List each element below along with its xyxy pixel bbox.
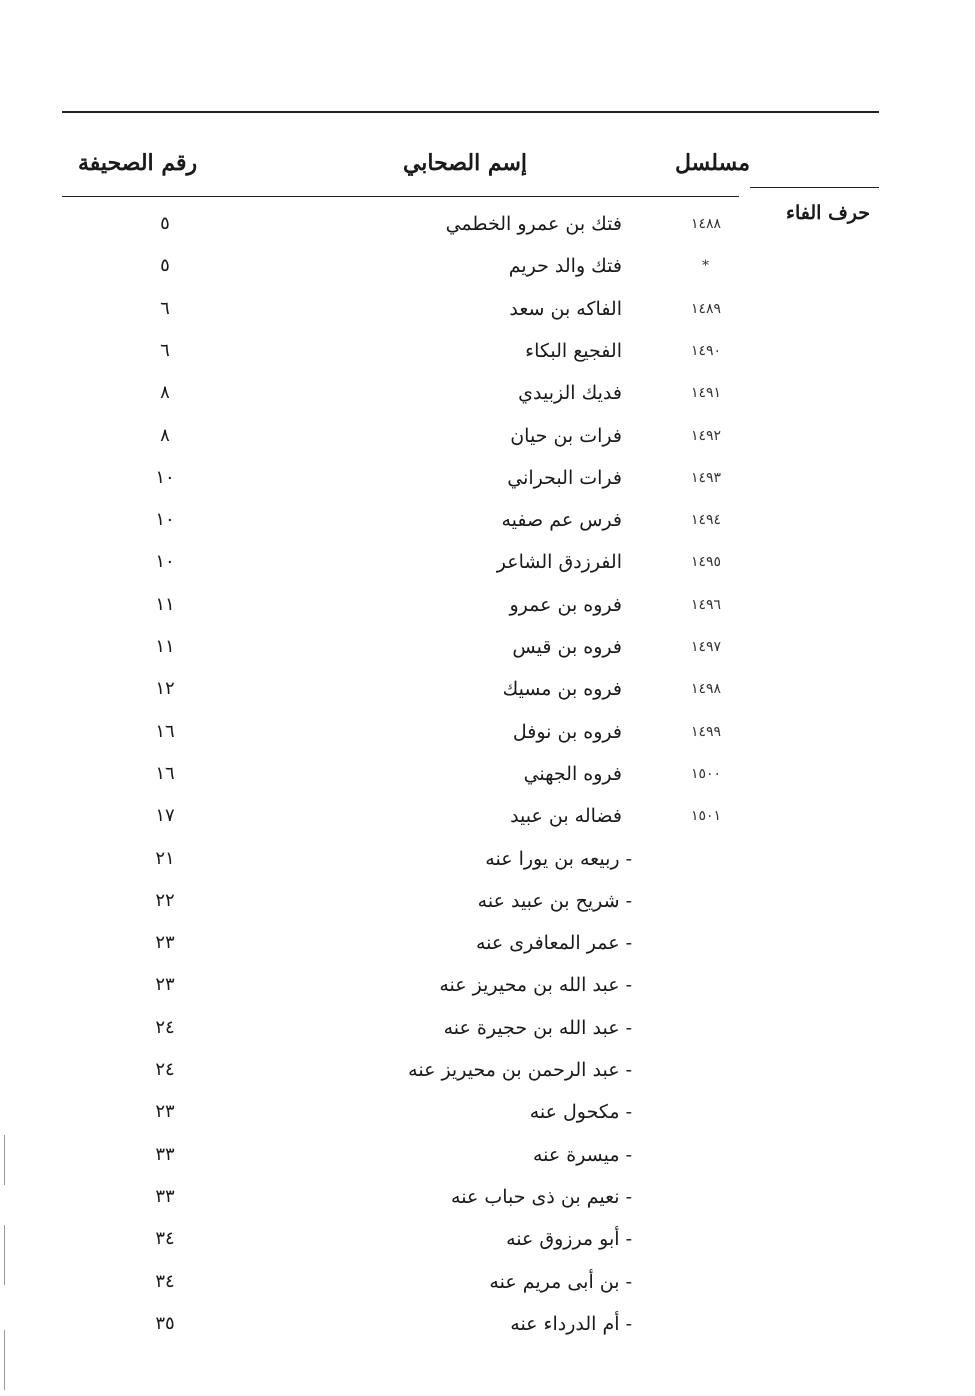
page-number: ٢٢ bbox=[155, 889, 175, 911]
companion-name: - عمر المعافرى عنه bbox=[475, 932, 632, 955]
sequence-number: ١٤٩٥ bbox=[690, 554, 722, 571]
companion-row bbox=[0, 210, 975, 252]
page-number: ١١ bbox=[155, 593, 175, 615]
page-number: ١٠ bbox=[155, 551, 175, 573]
page-number: ٣٣ bbox=[155, 1143, 175, 1165]
page-number: ٣٣ bbox=[155, 1185, 175, 1207]
page-number: ١٧ bbox=[155, 805, 175, 827]
companion-row bbox=[0, 506, 975, 548]
page-number: ٨ bbox=[160, 382, 170, 404]
companion-name: فرات بن حيان bbox=[510, 424, 622, 447]
companion-name: - ميسرة عنه bbox=[532, 1143, 632, 1166]
companion-row bbox=[0, 464, 975, 506]
page-number: ٦ bbox=[160, 339, 170, 361]
page-number: ٥ bbox=[160, 255, 170, 277]
companion-name: - عبد الرحمن بن محيريز عنه bbox=[408, 1059, 632, 1081]
companion-name: - بن أبى مريم عنه bbox=[489, 1270, 632, 1293]
page-number: ٢٤ bbox=[155, 1016, 175, 1038]
companion-name: فتك والد حريم bbox=[508, 255, 622, 278]
page-number: ٣٤ bbox=[155, 1270, 175, 1292]
companion-row bbox=[0, 295, 975, 337]
companion-name: - عبد الله بن حجيرة عنه bbox=[443, 1016, 632, 1039]
companion-name: - مكحول عنه bbox=[529, 1101, 632, 1124]
companion-name: الفرزدق الشاعر bbox=[496, 551, 622, 574]
sequence-number: ١٤٩٩ bbox=[690, 723, 722, 740]
companion-name: الفجيع البكاء bbox=[525, 339, 622, 362]
margin-mark bbox=[4, 1330, 5, 1390]
narrator-row bbox=[0, 1141, 975, 1183]
page-number: ١٢ bbox=[155, 678, 175, 700]
page-number: ١٦ bbox=[155, 762, 175, 784]
companion-row bbox=[0, 802, 975, 844]
sequence-number: ١٤٩٢ bbox=[690, 427, 722, 444]
companion-name: فروه الجهني bbox=[523, 762, 622, 785]
narrator-row bbox=[0, 971, 975, 1013]
companion-name: فروه بن نوفل bbox=[512, 720, 622, 743]
page-number: ١٠ bbox=[155, 466, 175, 488]
companion-row bbox=[0, 718, 975, 760]
narrator-row bbox=[0, 1183, 975, 1225]
page-number: ٣٥ bbox=[155, 1312, 175, 1334]
sequence-number: ١٥٠٠ bbox=[690, 765, 722, 782]
narrator-row bbox=[0, 1098, 975, 1140]
page-number: ١٠ bbox=[155, 509, 175, 531]
companion-row bbox=[0, 675, 975, 717]
companion-row bbox=[0, 548, 975, 590]
sequence-column-header: مسلسل bbox=[675, 150, 750, 176]
companion-name: - شريح بن عبيد عنه bbox=[477, 889, 632, 912]
companion-row bbox=[0, 422, 975, 464]
companion-name-column-header: إسم الصحابي bbox=[402, 150, 528, 176]
companion-name: - ربيعه بن يورا عنه bbox=[485, 847, 632, 870]
top-rule bbox=[62, 111, 879, 113]
page-number: ٢٣ bbox=[155, 1101, 175, 1123]
companion-name: فروه بن عمرو bbox=[509, 593, 622, 616]
companion-name: - أبو مرزوق عنه bbox=[506, 1228, 632, 1251]
companion-name: فرس عم صفيه bbox=[501, 509, 622, 532]
page-number: ٢١ bbox=[155, 847, 175, 869]
companion-name: فديك الزبيدي bbox=[518, 382, 622, 405]
companion-name: فضاله بن عبيد bbox=[510, 805, 622, 828]
page-number: ٢٤ bbox=[155, 1059, 175, 1080]
sequence-number: ١٤٩١ bbox=[690, 385, 722, 402]
companion-row bbox=[0, 379, 975, 421]
companion-name: - نعيم بن ذى حباب عنه bbox=[451, 1185, 632, 1208]
companion-name: فتك بن عمرو الخطمي bbox=[445, 213, 622, 235]
page-number: ٢٣ bbox=[155, 974, 175, 996]
narrator-row bbox=[0, 1014, 975, 1056]
section-label: حرف الفاء bbox=[786, 202, 870, 224]
page-number: ٣٤ bbox=[155, 1228, 175, 1250]
narrator-row bbox=[0, 1268, 975, 1310]
section-rule bbox=[750, 187, 879, 188]
page-number-column-header: رقم الصحيفة bbox=[78, 150, 198, 176]
sequence-number: ١٤٩٣ bbox=[690, 469, 722, 486]
margin-mark bbox=[4, 1135, 5, 1185]
page-number: ١٦ bbox=[155, 720, 175, 742]
sequence-number: ١٤٩٦ bbox=[690, 596, 722, 613]
sequence-number: ١٤٩٨ bbox=[690, 681, 722, 698]
sequence-number: ١٤٩٧ bbox=[690, 639, 722, 655]
sequence-number: ١٤٨٨ bbox=[690, 216, 722, 232]
margin-mark bbox=[4, 1225, 5, 1285]
companion-row bbox=[0, 337, 975, 379]
sequence-number: ١٤٩٤ bbox=[690, 512, 722, 529]
page-number: ٦ bbox=[160, 297, 170, 319]
page-number: ٥ bbox=[160, 213, 170, 234]
narrator-row bbox=[0, 1225, 975, 1267]
companion-row bbox=[0, 591, 975, 633]
narrator-row bbox=[0, 929, 975, 971]
page-number: ١١ bbox=[155, 636, 175, 657]
narrator-row bbox=[0, 1056, 975, 1098]
companion-name: فروه بن مسيك bbox=[502, 678, 622, 701]
sequence-number: * bbox=[702, 258, 710, 275]
companion-name: - عبد الله بن محيريز عنه bbox=[439, 974, 632, 997]
header-rule bbox=[62, 196, 739, 197]
page-number: ٢٣ bbox=[155, 932, 175, 954]
narrator-row bbox=[0, 887, 975, 929]
narrator-row bbox=[0, 1310, 975, 1352]
narrator-row bbox=[0, 845, 975, 887]
companion-name: الفاكه بن سعد bbox=[509, 297, 622, 320]
page-number: ٨ bbox=[160, 424, 170, 446]
companion-name: فرات البحراني bbox=[507, 466, 622, 489]
sequence-number: ١٥٠١ bbox=[690, 808, 722, 825]
companion-row bbox=[0, 633, 975, 675]
companion-row bbox=[0, 252, 975, 294]
sequence-number: ١٤٨٩ bbox=[690, 300, 722, 317]
sequence-number: ١٤٩٠ bbox=[690, 342, 722, 359]
companion-row bbox=[0, 760, 975, 802]
companion-name: - أم الدرداء عنه bbox=[510, 1312, 632, 1335]
companion-name: فروه بن قيس bbox=[512, 636, 622, 658]
